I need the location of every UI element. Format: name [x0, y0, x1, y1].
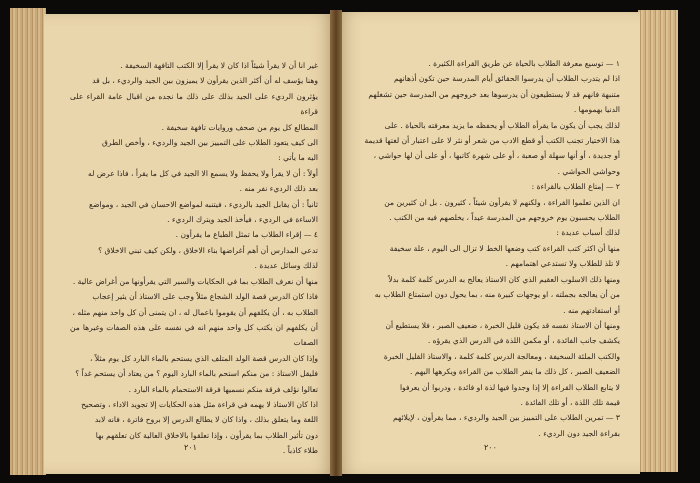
text-line: أولاً : أن لا يقرأ ولا يحفظ ولا يسمع الا الجيد في كل ما يقرأ ، فاذا عرض له [88, 168, 318, 178]
text-line: اللغة وما يتعلق بذلك ، واذا كان لا يطالع الدرس إلا بروح فاترة ، فانه لابد [94, 415, 318, 425]
text-line: أن يكلفهم ان يكتب كل واحد منهم انه في نفسه على هذه الصفات وغيرها من الصفات [70, 322, 318, 348]
text-line: ١ — توسيع معرفة الطلاب بالحياة عن طريق القراءة الكثيرة . [428, 59, 620, 68]
text-line: فليقل الاستاذ : من منكم استحم بالماء البارد اليوم ؟ من يعتاد أن يستحم غداً ؟ [75, 369, 318, 379]
page-edges-left [10, 8, 46, 475]
text-line: لا يتابع الطلاب القراءة إلا إذا وجدوا فيها لذة او فائدة ، ودربوا أن يعرفوا [399, 382, 620, 392]
text-line: الضعيف الصبر ، كل ذلك ما ينفر الطلاب من القراءة ويكرهها اليهم . [410, 367, 620, 377]
right-page-number: ٢٠٠ [484, 443, 497, 452]
text-line: لذلك يجب أن يكون ما يقرأه الطلاب أو يحفظه ما يزيد معرفته بالحياة . على [384, 120, 620, 130]
text-line: وحواشي الحواشي . [557, 166, 620, 176]
text-line: يؤثرون الرديء على الجيد بذلك على ذلك ما نجده من اقبال عامة القراء على قراءة [70, 91, 318, 117]
text-line: دون تأثير الطلاب بما يقرأون ، وإذا تعلقوا بالاخلاق العالية كان تعلقهم بها [95, 430, 318, 440]
text-line: ومنها ذلك الاسلوب العقيم الذي كان الاستاذ يعالج به الدرس كلمة كلمة بدلاً [388, 274, 620, 284]
text-line: ومنها أن الاستاذ نفسه قد يكون قليل الخبرة ، ضعيف الصبر ، فلا يستطيع أن [385, 320, 620, 330]
text-line: أو استفادتهم منه . [563, 305, 620, 315]
text-line: الطلاب به ، أن يكلفهم أن يقوموا باعمال له ، ان يتمنى أن كل واحد منهم مثله ، [72, 307, 318, 317]
text-line: من أن يعالجه بجملته ، او يوجهات كبيرة منه ، بما يحول دون استمتاع الطلاب به [374, 290, 620, 300]
text-line: والكتب الملئة السخيفة ، ومعالجة الدرس كلمة كلمة ، والاستاذ القليل الخبرة [383, 351, 620, 361]
text-line: المطالع كل يوم من صحف وروايات تافهة سخيفة . [161, 122, 318, 132]
text-line: لذلك وسائل عديدة . [254, 261, 318, 271]
text-line: الدنيا بهمومها . [573, 105, 620, 115]
text-line: تدعي المدارس أن أهم أغراضها بناء الاخلاق ، ولكن كيف تبني الاخلاق ؟ [98, 245, 318, 255]
text-line: وهنا يؤسف له أن أكثر الذين يقرأون لا يميزون بين الجيد والرديء ، بل قد [92, 76, 318, 86]
text-line: ٤ — إقراء الطلاب ما تمثل الطباع ما يقرأون . [175, 230, 318, 240]
text-line: وإذا كان الدرس قصة الولد المتلف الذي يستحم بالماء البارد كل يوم مثلاً ، [90, 353, 318, 363]
text-line: الى كيف يتعود الطلاب على التمييز بين الجيد والرديء ، وأخص الطرق [102, 138, 318, 148]
book-gutter [330, 10, 342, 476]
text-line: تعالوا نؤلف فرقة منكم نسميها فرقة الاستحمام بالماء البارد . [128, 384, 318, 394]
right-page [336, 12, 640, 474]
text-line: هذا الاختيار تجنب الكتب أو قطع الادب من شعر أو نثر لا على اعتبار أن لغتها قديمة [364, 136, 620, 146]
text-line: منها أن اكثر كتب القراءة كتب وضعها الخط لا تزال الى اليوم ، علة سخيفة [389, 243, 620, 253]
left-page [44, 14, 336, 474]
text-line: اليه ما يأتي : [278, 153, 318, 163]
text-line: الاساءة في الرديء ، فيأخذ الجيد ويترك الرديء . [167, 215, 318, 225]
text-line: غير انا أن لا يقرأ شيئاً اذا كان لا يقرأ إلا الكتب التافهة السخيفة . [120, 61, 318, 70]
text-line: لذلك أسباب عديدة : [556, 228, 620, 238]
text-line: اذا كان الاستاذ لا يهمه في قراءة مثل هذه الحكايات إلا تجويد الاداء ، وتصحيح [81, 399, 318, 409]
text-line: أو جديدة ، أو أنها سهلة أو صعبة ، أو على شهرة كاتبها ، أو على أن لها حواشي ، [373, 151, 620, 161]
text-line: الطلاب يحسبون يوم خروجهم من المدرسة عيداً ، يخلصهم فيه من الكتب . [389, 213, 620, 223]
text-line: بقراءة الجيد دون الرديء . [538, 428, 620, 438]
left-page-number: ٢٠١ [184, 443, 197, 452]
text-line: ٢ — إمتاع الطلاب بالقراءة : [531, 182, 620, 192]
text-line: بعد ذلك الرديء نفر منه . [239, 184, 318, 194]
text-line: قيمة تلك اللذة ، أو تلك الفائدة . [520, 397, 620, 407]
text-line: اذا لم يتدرب الطلاب أن يدرسوا الحقائق أيام المدرسة حين تكون أذهانهم [393, 74, 620, 84]
text-line: يكشف جانب الفائدة ، أو مكمن اللذة في الدرس الذي يقرؤه . [427, 336, 620, 346]
text-line: طلاء كاذباً . [282, 446, 318, 456]
text-line: متنبهة فانهم قد لا يستطيعون أن يدرسوها بعد خروجهم من المدرسة حين تشغلهم [368, 89, 620, 99]
text-line: منها أن نعرف الطلاب بما في الحكايات والسير التي يقرأونها من أغراض عالية . [72, 276, 318, 286]
text-line: ثانياً : أن يقابل الجيد بالرديء ، فيتنبه لمواضع الاحسان في الجيد ، ومواضع [89, 199, 318, 209]
text-line: فاذا كان الدرس قصة الولد الشجاع مثلاً وجب على الاستاذ أن يثير إعجاب [92, 292, 318, 302]
right-page-text [358, 56, 620, 441]
text-line: ٣ — تمرين الطلاب على التمييز بين الجيد والرديء ، مما يقرأون ، لإيلائهم [392, 413, 620, 423]
left-page-text [70, 58, 318, 459]
text-line: لا تلذ للطلاب ولا تستدعي اهتمامهم . [505, 259, 620, 269]
page-edges-right [638, 10, 678, 472]
text-line: ان الذين تعلموا القراءة ، ولكنهم لا يقرأون شيئاً ، كثيرون . بل ان كثيرين من [384, 197, 620, 207]
